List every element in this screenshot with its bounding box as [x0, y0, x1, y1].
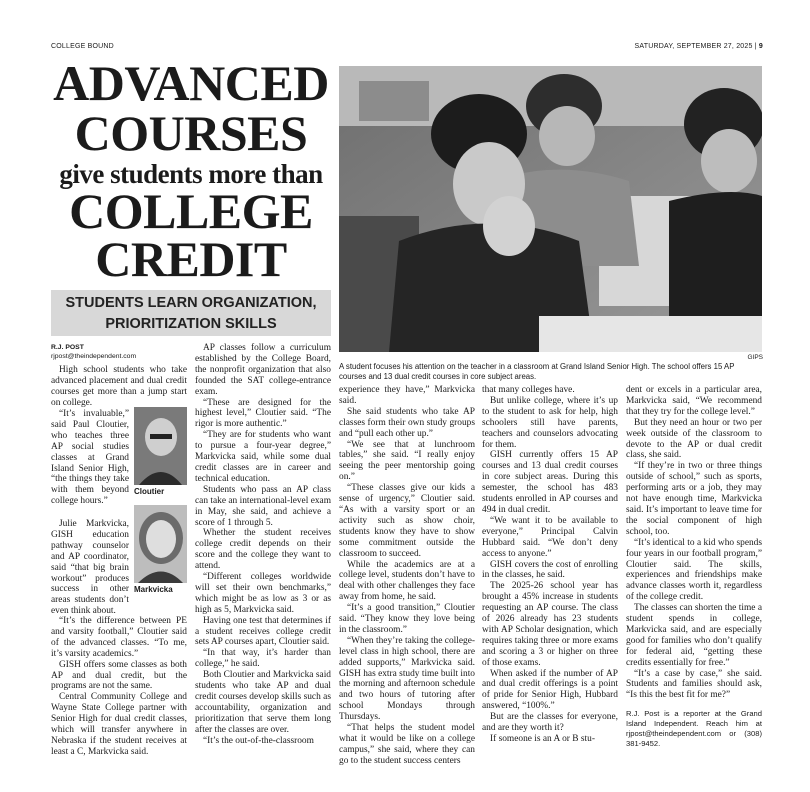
paragraph: “It’s a good transition,” Cloutier said. “They know they love being in the classroom.”: [339, 603, 475, 635]
markvicka-headshot: [134, 505, 187, 583]
paragraph: experience they have,” Markvicka said.: [339, 385, 475, 406]
column-1-narrow-a: [51, 409, 129, 507]
paragraph: “We want it to be available to everyone,” Principal Calvin Hubbard said. “We don’t deny access to anyone.”: [482, 515, 618, 559]
page-number: 9: [758, 43, 763, 50]
headline-line-1: ADVANCED: [53, 55, 329, 111]
paragraph: Julie Markvicka, GISH education pathway counselor and AP coordinator, said “that big brain workout” produces success in other areas students don’t even think about.: [51, 519, 129, 617]
paragraph: “If they’re in two or three things outside of school,” such as sports, performing arts or a job, they may not have enough time, Markvicka said. It’s important to leave time for the social component of high school, too.: [626, 461, 762, 537]
paragraph: High school students who take advanced placement and dual credit courses get more than a jump start on college.: [51, 365, 187, 408]
paragraph: GISH offers some classes as both AP and dual credit, but the programs are not the same.: [51, 659, 187, 692]
byline-name: R.J. POST: [51, 344, 84, 351]
lead-photo: [339, 66, 762, 352]
paragraph: “In that way, it’s harder than college,” he said.: [195, 648, 331, 670]
headline-line-3: give students more than: [59, 159, 323, 189]
mug-label-markvicka: Markvicka: [134, 585, 173, 594]
mug-label-cloutier: Cloutier: [134, 487, 165, 496]
paragraph: “It’s invaluable,” said Paul Cloutier, who teaches three AP social studies classes at Grand Island Senior High, “the things they take with them beyond college hours.”: [51, 409, 129, 507]
cloutier-headshot: [134, 407, 187, 485]
paragraph: The 2025-26 school year has brought a 45% increase in students requesting an AP course. The class of 2026 already has 23 students with AP Scholar designation, which requires taking three or more exams and scoring a 3 or higher on three of those exams.: [482, 581, 618, 668]
paragraph: “It’s a case by case,” she said. Students and families should ask, “Is this the best fit for me?”: [626, 668, 762, 701]
column-1-narrow-b: [51, 519, 129, 617]
paragraph: GISH currently offers 15 AP courses and 13 dual credit courses in core subject areas. During this semester, the school has 483 students enrolled in AP courses and 494 in dual credit.: [482, 450, 618, 515]
paragraph: “These classes give our kids a sense of urgency,” Cloutier said. “As with a varsity sport or an activity such as show choir, students know they have to show some commitment outside the classroom to succeed.: [339, 483, 475, 559]
deck-line-1: STUDENTS LEARN ORGANIZATION,: [65, 295, 317, 311]
person-icon: [134, 407, 187, 485]
column-2: [195, 343, 331, 747]
date: SATURDAY, SEPTEMBER 27, 2025: [634, 43, 753, 50]
column-3: [339, 385, 475, 767]
paragraph: that many colleges have.: [482, 385, 575, 395]
paragraph: GISH covers the cost of enrolling in the classes, he said.: [482, 559, 618, 581]
headline-line-5: CREDIT: [95, 231, 287, 287]
paragraph: But unlike college, where it’s up to the student to ask for help, high schoolers still have parents, teachers and counselors advocating for them.: [482, 395, 618, 450]
paragraph: “That helps the student model what it would be like on a college campus,” she said, where they can go to the student success centers: [339, 723, 475, 766]
paragraph: dent or excels in a particular area, Markvicka said, “We recommend that they try for the college level.”: [626, 385, 762, 417]
reporter-bio: R.J. Post is a reporter at the Grand Island Independent. Reach him at rjpost@theindependent.com or (308) 381-9452.: [626, 709, 762, 749]
paragraph: While the academics are at a college level, students don’t have to deal with other challenges they face away from home, he said.: [339, 559, 475, 603]
paragraph: “These are designed for the highest level,” Cloutier said. “The rigor is more authentic.”: [195, 397, 331, 430]
deck-line-2: PRIORITIZATION SKILLS: [105, 316, 277, 332]
separator: |: [754, 43, 759, 50]
headline-line-4: COLLEGE: [69, 183, 313, 239]
photo-caption: A student focuses his attention on the teacher in a classroom at Grand Island Senior High. The school offers 15 AP courses and 13 dual credit courses in core subject areas.: [339, 362, 735, 381]
paragraph: But are the classes for everyone, and are they worth it?: [482, 712, 618, 734]
paragraph: “We see that at lunchroom tables,” she said. “I really enjoy seeing the peer mentorship going on.”: [339, 439, 475, 483]
paragraph: Students who pass an AP class can take an international-level exam in May, she said, and achieve a score of 1 through 5.: [195, 484, 331, 528]
column-1: [51, 365, 187, 409]
paragraph: AP classes follow a curriculum established by the College Board, the nonprofit organization that also founded the SAT college-entrance exam.: [195, 343, 331, 397]
paragraph: “It’s the out-of-the-classroom: [203, 735, 314, 746]
paragraph: “It’s identical to a kid who spends four years in our football program,” Cloutier said. The skills, experiences and friendships make advance classes worth it, regardless of the college credit.: [626, 537, 762, 603]
paragraph: When asked if the number of AP and dual credit offerings is a point of pride for Senior High, Hubbard answered, “100%.”: [482, 668, 618, 712]
paragraph: If someone is an A or B stu-: [490, 734, 595, 744]
paragraph: “It’s the difference between PE and varsity football,” Cloutier said of the advanced classes. “To me, it’s varsity academics.”: [51, 616, 187, 659]
headline-line-2: COURSES: [74, 105, 308, 161]
paragraph: But they need an hour or two per week outside of the classroom to devote to the AP or dual credit class, she said.: [626, 417, 762, 461]
paragraph: Having one test that determines if a student receives college credit sets AP courses apart, Cloutier said.: [195, 615, 331, 648]
byline: [51, 343, 136, 361]
subheadline-deck: [51, 290, 331, 336]
classroom-photo-illustration: [339, 66, 762, 352]
paragraph: “When they’re taking the college-level class in high school, there are added supports,” Markvicka said. GISH has extra study time built into the morning and afternoon schedule and two hours of tutoring after school Mondays through Thursdays.: [339, 635, 475, 723]
byline-email: rjpost@theindependent.com: [51, 353, 137, 360]
column-5: [626, 385, 762, 749]
column-4: [482, 385, 618, 745]
paragraph: Both Cloutier and Markvicka said students who take AP and dual credit courses develop skills such as accountability, organization and prioritization that serve them long after the classes are over.: [195, 670, 331, 735]
paragraph: “They are for students who want to pursue a four-year degree,” Markvicka said, while some dual credit classes are in career and technical education.: [195, 430, 331, 484]
column-1-lower: [51, 616, 187, 758]
paragraph: She said students who take AP classes form their own study groups and “pull each other up.”: [339, 406, 475, 439]
section-label: COLLEGE BOUND: [51, 43, 114, 50]
paragraph: Whether the student receives college credit depends on their score and the college they want to attend.: [195, 528, 331, 572]
paragraph: “Different colleges worldwide will set their own benchmarks,” which might be as low as 3 or as high as 5, Markvicka said.: [195, 572, 331, 615]
page-dateline: [635, 43, 763, 50]
paragraph: The classes can shorten the time a student spends in college, Markvicka said, and are especially good for families who don’t qualify for federal aid, “getting these credits essentially for free.”: [626, 603, 762, 668]
person-icon: [134, 505, 187, 583]
paragraph: Central Community College and Wayne State College partner with Senior High for dual credit classes, which will transfer anywhere in Nebraska if the student receives at least a C, Markvicka said.: [51, 692, 187, 757]
photo-credit: GIPS: [747, 354, 763, 361]
